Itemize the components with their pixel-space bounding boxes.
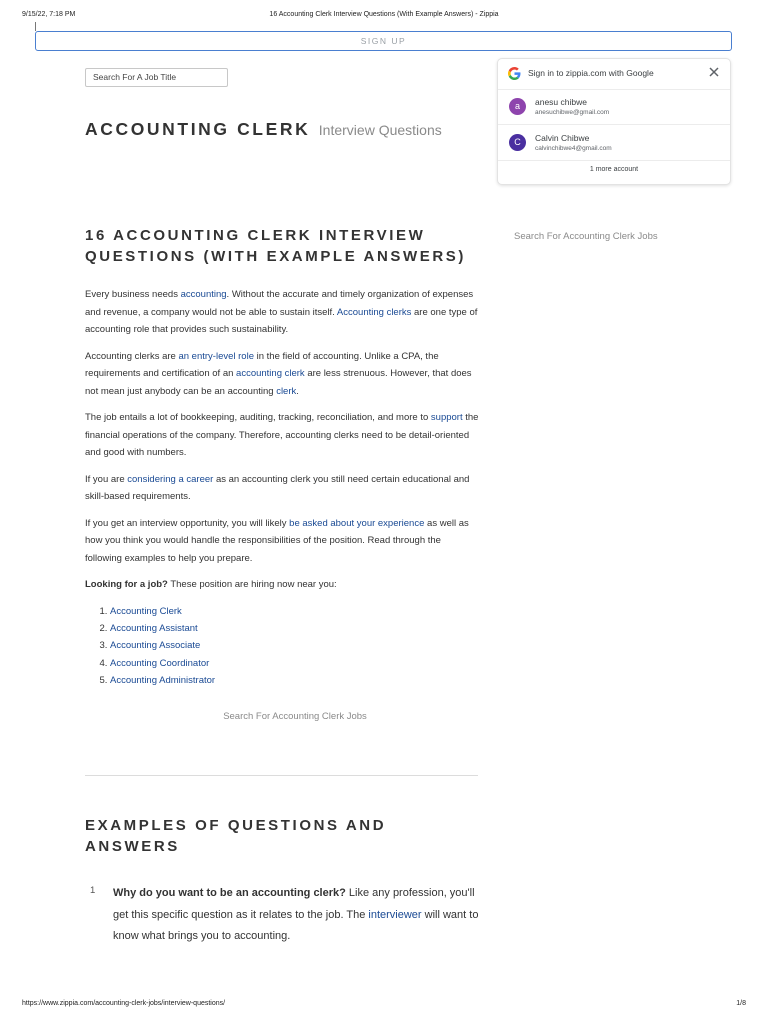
- text: will want to know what brings you to accounting.: [113, 908, 479, 942]
- print-url: https://www.zippia.com/accounting-clerk-jobs/interview-questions/: [22, 1000, 226, 1007]
- link-entry-level-role[interactable]: an entry-level role: [178, 350, 254, 362]
- signup-button[interactable]: SIGN UP: [35, 31, 732, 51]
- popup-header: [498, 59, 730, 90]
- text: The job entails a lot of bookkeeping, auditing, tracking, reconciliation, and more to: [85, 412, 431, 423]
- text: as well as how you think you would handle the responsibilities of the position. Read through the following examples to help you prepare.: [85, 517, 469, 564]
- article-body: [85, 286, 480, 690]
- text: . Without the accurate and timely organization of expenses and revenue, a company would not be able to sustain itself.: [85, 289, 474, 318]
- question: Why do you want to be an accounting clerk?: [113, 887, 346, 899]
- popup-title: Sign in to zippia.com with Google: [528, 68, 654, 78]
- account-item[interactable]: [498, 91, 730, 125]
- link-interviewer[interactable]: interviewer: [368, 908, 422, 921]
- link-accounting[interactable]: accounting: [180, 289, 227, 300]
- link-support[interactable]: support: [430, 412, 463, 423]
- text: as an accounting clerk you still need certain educational and skill-based requirements.: [85, 473, 470, 502]
- print-document-title: 16 Accounting Clerk Interview Questions (With Example Answers) - Zippia: [269, 11, 499, 18]
- sidebar-search-jobs-link[interactable]: Search For Accounting Clerk Jobs: [514, 231, 658, 242]
- avatar: C: [509, 134, 526, 151]
- print-footer: [22, 1000, 746, 1010]
- signup-bar-edge: [35, 22, 36, 31]
- job-list: [85, 603, 480, 690]
- section-divider: [85, 775, 478, 776]
- page-heading: [85, 119, 442, 140]
- link-considering-a-career[interactable]: considering a career: [127, 473, 214, 485]
- paragraph-2: [85, 348, 480, 401]
- paragraph-3: [85, 409, 480, 462]
- text: These position are hiring now near you:: [167, 579, 337, 590]
- print-page-number: 1/8: [736, 1000, 746, 1007]
- text: are less strenuous. However, that does not mean just anybody can be an accounting: [85, 368, 472, 397]
- account-name: Calvin Chibwe: [535, 133, 590, 143]
- text: If you are: [85, 473, 128, 485]
- list-item: [110, 655, 480, 672]
- article-title: 16 ACCOUNTING CLERK INTERVIEW QUESTIONS (WITH EXAMPLE ANSWERS): [85, 227, 466, 265]
- text: Every business needs: [85, 289, 181, 300]
- search-jobs-link[interactable]: Search For Accounting Clerk Jobs: [223, 711, 367, 722]
- account-email: anesuchibwe@gmail.com: [535, 109, 610, 116]
- paragraph-4: [85, 471, 480, 506]
- section-title: EXAMPLES OF QUESTIONS AND ANSWERS: [85, 817, 387, 855]
- account-name: anesu chibwe: [535, 97, 587, 107]
- close-icon[interactable]: [707, 65, 721, 79]
- list-item: [110, 672, 480, 689]
- paragraph-1: [85, 286, 480, 339]
- job-link[interactable]: Accounting Clerk: [110, 605, 182, 617]
- job-link[interactable]: Accounting Coordinator: [110, 657, 210, 669]
- link-be-asked-about-your-experience[interactable]: be asked about your experience: [289, 517, 425, 529]
- question-item: [85, 883, 485, 948]
- text: Accounting clerks are: [85, 350, 179, 362]
- list-item: [110, 603, 480, 620]
- link-clerk[interactable]: clerk: [276, 385, 297, 397]
- link-accounting-clerks[interactable]: Accounting clerks: [336, 306, 412, 318]
- question-text: [113, 883, 485, 948]
- list-item: [110, 637, 480, 654]
- question-number: 1: [90, 885, 96, 896]
- google-signin-popup: [497, 58, 731, 185]
- text: in the field of accounting. Unlike a CPA, the requirements and certification of an: [85, 350, 439, 379]
- more-accounts-link[interactable]: 1 more account: [589, 166, 639, 173]
- looking-for-job-label: Looking for a job?: [85, 579, 168, 590]
- print-timestamp: 9/15/22, 7:18 PM: [22, 11, 76, 18]
- avatar: a: [509, 98, 526, 115]
- link-accounting-clerk[interactable]: accounting clerk: [236, 368, 305, 379]
- paragraph-6: [85, 576, 480, 594]
- account-item[interactable]: [498, 127, 730, 161]
- text: Like any profession, you'll get this specific question as it relates to the job. The: [113, 887, 475, 921]
- page-heading-main: ACCOUNTING CLERK: [85, 119, 311, 139]
- list-item: [110, 620, 480, 637]
- google-icon: [508, 67, 521, 80]
- job-link[interactable]: Accounting Associate: [110, 640, 201, 652]
- job-link[interactable]: Accounting Administrator: [110, 675, 216, 687]
- job-title-search-input[interactable]: Search For A Job Title: [85, 68, 228, 87]
- text: are one type of accounting role that provides such sustainability.: [85, 306, 478, 335]
- account-email: calvinchibwe4@gmail.com: [535, 145, 612, 152]
- job-link[interactable]: Accounting Assistant: [110, 622, 198, 634]
- paragraph-5: [85, 515, 480, 568]
- text: If you get an interview opportunity, you will likely: [85, 517, 290, 529]
- text: the financial operations of the company. Therefore, accounting clerks need to be detail-oriented and good with numbers.: [85, 412, 479, 458]
- text: .: [296, 385, 299, 397]
- print-header: [22, 11, 746, 21]
- page-heading-sub: Interview Questions: [318, 122, 442, 138]
